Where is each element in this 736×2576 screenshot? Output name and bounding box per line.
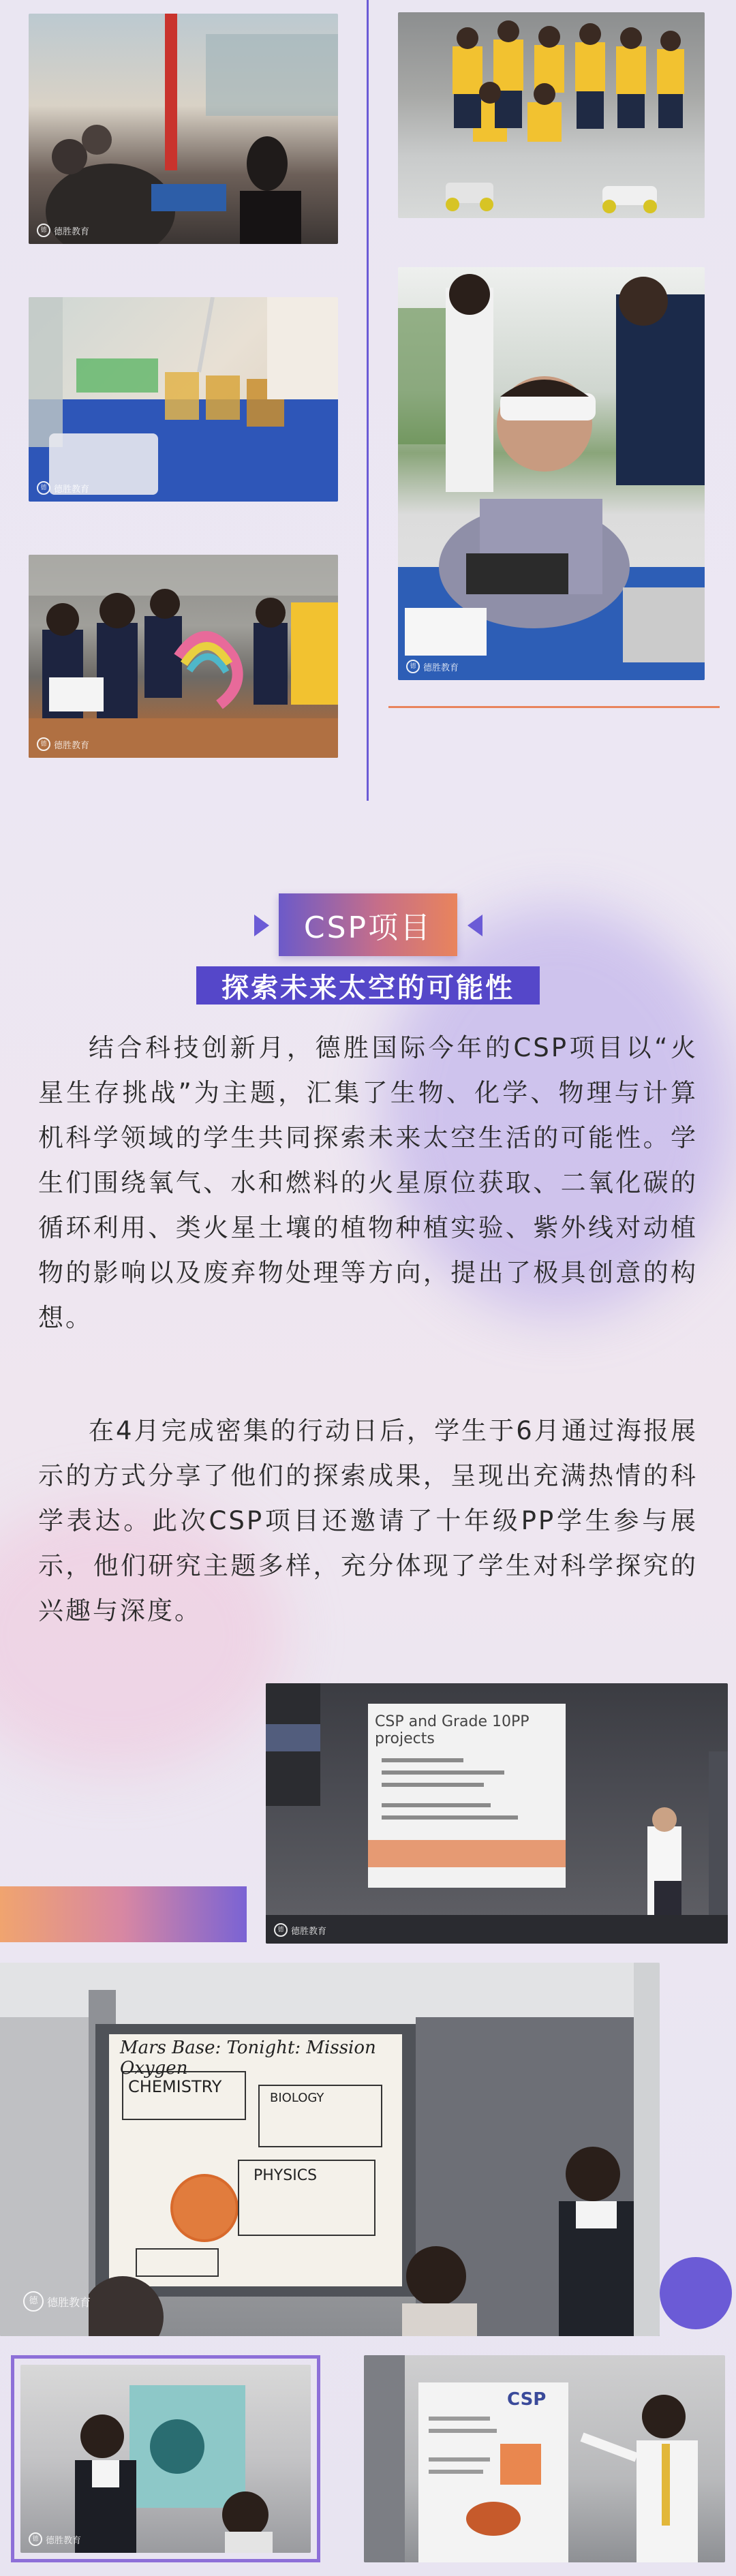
watermark-logo: 德 德胜教育: [37, 737, 89, 751]
photo-rainbow-experiment: [29, 555, 338, 758]
watermark-logo: 德 德胜教育: [37, 481, 89, 495]
section-tag: [279, 893, 457, 956]
body-paragraph-1: 结合科技创新月，德胜国际今年的CSP项目以“火星生存挑战”为主题，汇集了生物、化学、物理与计算机科学领域的学生共同探索未来太空生活的可能性。学生们围绕氧气、水和燃料的火星原位获取、二氧化碳的循环利用、类火星土壤的植物种植实验、紫外线对动植物的影响以及废弃物处理等方向，提出了极具创意的构想。: [38, 1033, 698, 1332]
poster-title: Mars Base: Tonight: Mission Oxygen: [120, 2038, 376, 2079]
poster-chemistry: CHEMISTRY: [128, 2077, 222, 2096]
watermark-logo: 德 德胜教育: [23, 2291, 91, 2312]
photo-mars-poster-art: [0, 1963, 660, 2336]
watermark-logo: 德 德胜教育: [406, 660, 459, 673]
photo-rainbow-experiment-art: [29, 555, 338, 758]
photo-robot-cars-art: [398, 12, 705, 218]
slide-title: CSP and Grade 10PP projects: [375, 1713, 530, 1747]
section-subtitle-label: 探索未来太空的可能性: [221, 972, 515, 1004]
decorative-circle: [660, 2257, 732, 2329]
photo-csp-poster-art: [364, 2355, 725, 2562]
poster-physics: PHYSICS: [254, 2167, 318, 2184]
photo-mars-poster: [0, 1963, 660, 2336]
section-subtitle: [196, 966, 540, 1005]
photo-student-poster: [20, 2365, 311, 2553]
photo-pipette-beakers: [29, 297, 338, 502]
photo-lab-demo-art: [29, 14, 338, 244]
photo-presentation: [266, 1683, 728, 1944]
watermark-logo: 德 德胜教育: [274, 1923, 326, 1937]
watermark-logo: 德 德胜教育: [29, 2532, 81, 2546]
right-arrow-icon: [467, 915, 482, 936]
section-tag-label: CSP项目: [303, 910, 433, 945]
photo-student-poster-art: [20, 2365, 311, 2553]
photo-csp-poster: [364, 2355, 725, 2562]
csp-poster-label: CSP: [507, 2389, 547, 2410]
poster-biology: BIOLOGY: [270, 2091, 324, 2105]
photo-pipette-beakers-art: [29, 297, 338, 502]
photo-robot-cars: [398, 12, 705, 218]
left-arrow-icon: [254, 915, 269, 936]
body-paragraph-2: 在4月完成密集的行动日后，学生于6月通过海报展示的方式分享了他们的探索成果，呈现出充满热情的科学表达。此次CSP项目还邀请了十年级PP学生参与展示，他们研究主题多样，充分体现了学生对科学探究的兴趣与深度。: [38, 1416, 698, 1625]
accent-bar-gradient: [0, 1886, 247, 1942]
photo-lab-demo: [29, 14, 338, 244]
photo-vr-headset-art: [398, 267, 705, 680]
divider-line-orange: [388, 706, 720, 708]
divider-line-vertical: [367, 0, 369, 801]
photo-vr-headset: [398, 267, 705, 680]
watermark-logo: 德 德胜教育: [37, 224, 89, 237]
